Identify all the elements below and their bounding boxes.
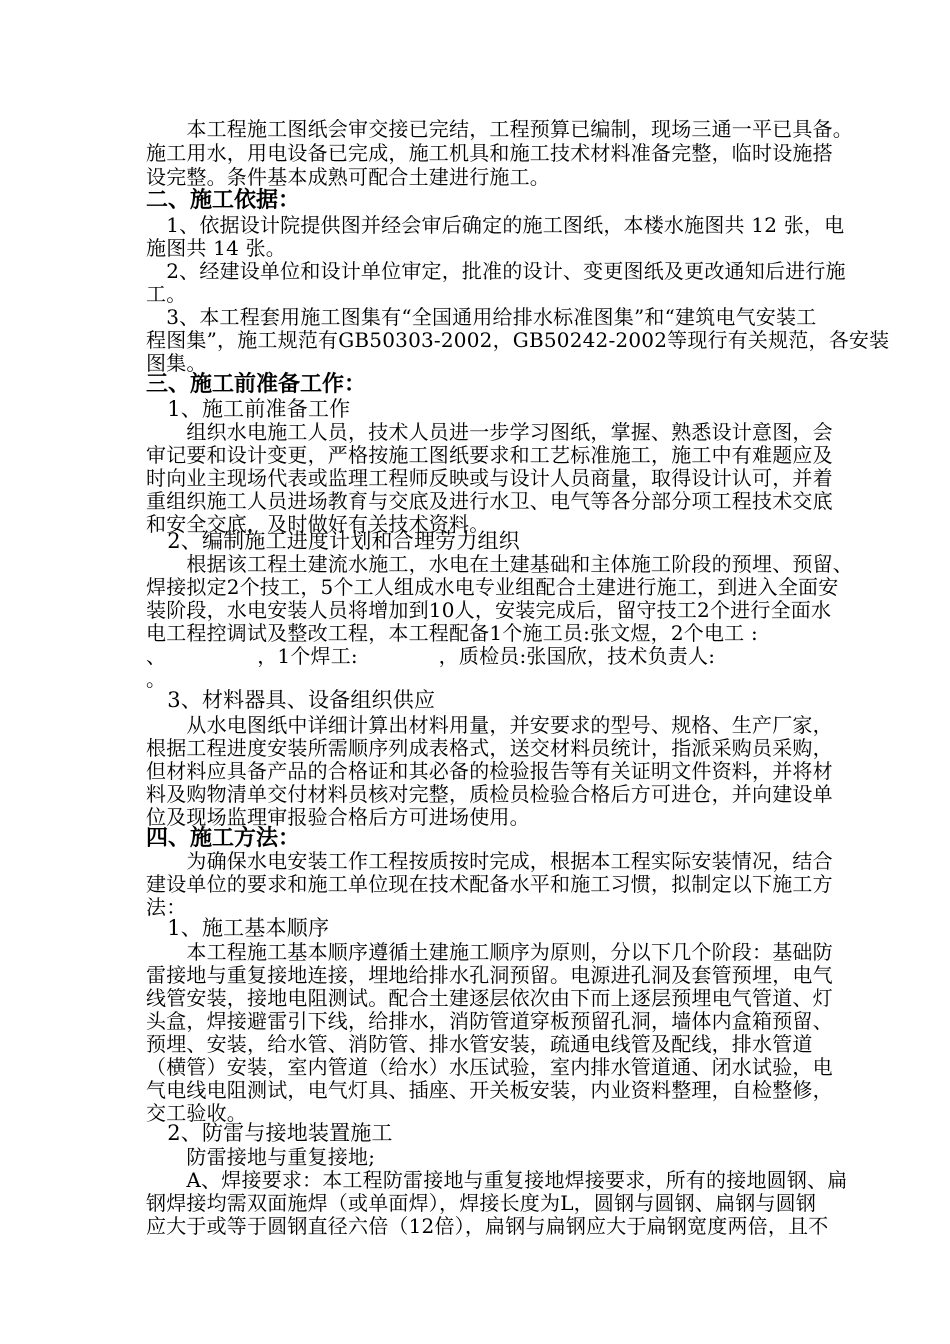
paragraph-line: A、焊接要求：本工程防雷接地与重复接地焊接要求，所有的接地圆钢、扁 (146, 1168, 848, 1192)
subsection-heading: 2、防雷与接地装置施工 (146, 1121, 393, 1145)
paragraph-line: 建设单位的要求和施工单位现在技术配备水平和施工习惯，拟制定以下施工方 (146, 872, 833, 896)
subsection-heading: 3、材料器具、设备组织供应 (146, 688, 436, 712)
paragraph-line: 根据该工程土建流水施工，水电在土建基础和主体施工阶段的预埋、预留、 (146, 552, 853, 576)
paragraph-line: 雷接地与重复接地连接，埋地给排水孔洞预留。电源进孔洞及套管预埋，电气 (146, 963, 833, 987)
paragraph-line: 本工程施工基本顺序遵循土建施工顺序为原则，分以下几个阶段：基础防 (146, 940, 833, 964)
section-heading: 二、施工依据： (146, 188, 301, 213)
paragraph-line: 从水电图纸中详细计算出材料用量，并安要求的型号、规格、生产厂家， (146, 713, 833, 737)
paragraph-line: 料及购物清单交付材料员核对完整，质检员检验合格后方可进仓，并向建设单 (146, 782, 833, 806)
paragraph-line: 2、经建设单位和设计单位审定，批准的设计、变更图纸及更改通知后进行施 (146, 259, 846, 283)
paragraph-line: 时向业主现场代表或监理工程师反映或与设计人员商量，取得设计认可，并着 (146, 466, 833, 490)
paragraph-line: 设完整。条件基本成熟可配合土建进行施工。 (146, 165, 550, 189)
paragraph-line: 法： (146, 895, 187, 919)
paragraph-line: 施图共 14 张。 (146, 236, 286, 260)
paragraph-line: 、 ，1个焊工: ，质检员:张国欣，技术负责人: (146, 644, 716, 668)
paragraph-line: 重组织施工人员进场教育与交底及进行水卫、电气等各分部分项工程技术交底 (146, 489, 833, 513)
paragraph-line: 工。 (146, 282, 187, 306)
paragraph-line: 交工验收。 (146, 1101, 247, 1125)
paragraph-line: 图集。 (146, 351, 207, 375)
paragraph-line: 根据工程进度安装所需顺序列成表格式，送交材料员统计，指派采购员采购， (146, 736, 833, 760)
paragraph-line: 审记要和设计变更，严格按施工图纸要求和工艺标准施工，施工中有难题应及 (146, 443, 833, 467)
subsection-heading: 2、编制施工进度计划和合理劳力组织 (146, 529, 520, 553)
paragraph-line: 3、本工程套用施工图集有“全国通用给排水标准图集”和“建筑电气安装工 (146, 305, 817, 329)
paragraph-line: 应大于或等于圆钢直径六倍（12倍），扁钢与扁钢应大于扁钢宽度两倍，且不 (146, 1214, 829, 1238)
paragraph-line: 1、依据设计院提供图并经会审后确定的施工图纸，本楼水施图共 12 张，电 (146, 213, 845, 237)
paragraph-line: 和安全交底，及时做好有关技术资料。 (146, 512, 490, 536)
section-heading: 四、施工方法： (146, 826, 301, 851)
paragraph-line: 电工程控调试及整改工程，本工程配备1个施工员:张文煜，2个电工 : (146, 621, 758, 645)
paragraph-line: 焊接拟定2个技工，5个工人组成水电专业组配合土建进行施工，到进入全面安 (146, 575, 839, 599)
paragraph-line: 防雷接地与重复接地; (146, 1145, 376, 1169)
paragraph-line: 位及现场监理审报验合格后方可进场使用。 (146, 805, 530, 829)
paragraph-line: 气电线电阻测试，电气灯具、插座、开关板安装，内业资料整理，自检整修， (146, 1078, 833, 1102)
paragraph-line: 头盒，焊接避雷引下线，给排水，消防管道穿板预留孔洞，墙体内盒箱预留、 (146, 1009, 833, 1033)
paragraph-line: 但材料应具备产品的合格证和其必备的检验报告等有关证明文件资料，并将材 (146, 759, 833, 783)
paragraph-line: 。 (146, 667, 167, 691)
paragraph-line: （横管）安装，室内管道（给水）水压试验，室内排水管道通、闭水试验，电 (146, 1055, 833, 1079)
paragraph-line: 本工程施工图纸会审交接已完结，工程预算已编制，现场三通一平已具备。 (146, 117, 853, 141)
section-heading: 三、施工前准备工作： (146, 372, 367, 397)
subsection-heading: 1、施工基本顺序 (146, 916, 330, 940)
paragraph-line: 预埋、安装，给水管、消防管、排水管安装，疏通电线管及配线，排水管道 (146, 1032, 813, 1056)
paragraph-line: 施工用水，用电设备已完成，施工机具和施工技术材料准备完整，临时设施搭 (146, 141, 833, 165)
paragraph-line: 为确保水电安装工作工程按质按时完成，根据本工程实际安装情况，结合 (146, 849, 833, 873)
paragraph-line: 组织水电施工人员，技术人员进一步学习图纸，掌握、熟悉设计意图，会 (146, 420, 833, 444)
paragraph-line: 线管安装，接地电阻测试。配合土建逐层依次由下而上逐层预埋电气管道、灯 (146, 986, 833, 1010)
subsection-heading: 1、施工前准备工作 (146, 397, 351, 421)
paragraph-line: 程图集”，施工规范有GB50303-2002，GB50242-2002等现行有关规范，各安装 (146, 328, 890, 352)
paragraph-line: 装阶段，水电安装人员将增加到10人，安装完成后，留守技工2个进行全面水 (146, 598, 832, 622)
paragraph-line: 钢焊接均需双面施焊（或单面焊），焊接长度为L，圆钢与圆钢、扁钢与圆钢 (146, 1191, 817, 1215)
